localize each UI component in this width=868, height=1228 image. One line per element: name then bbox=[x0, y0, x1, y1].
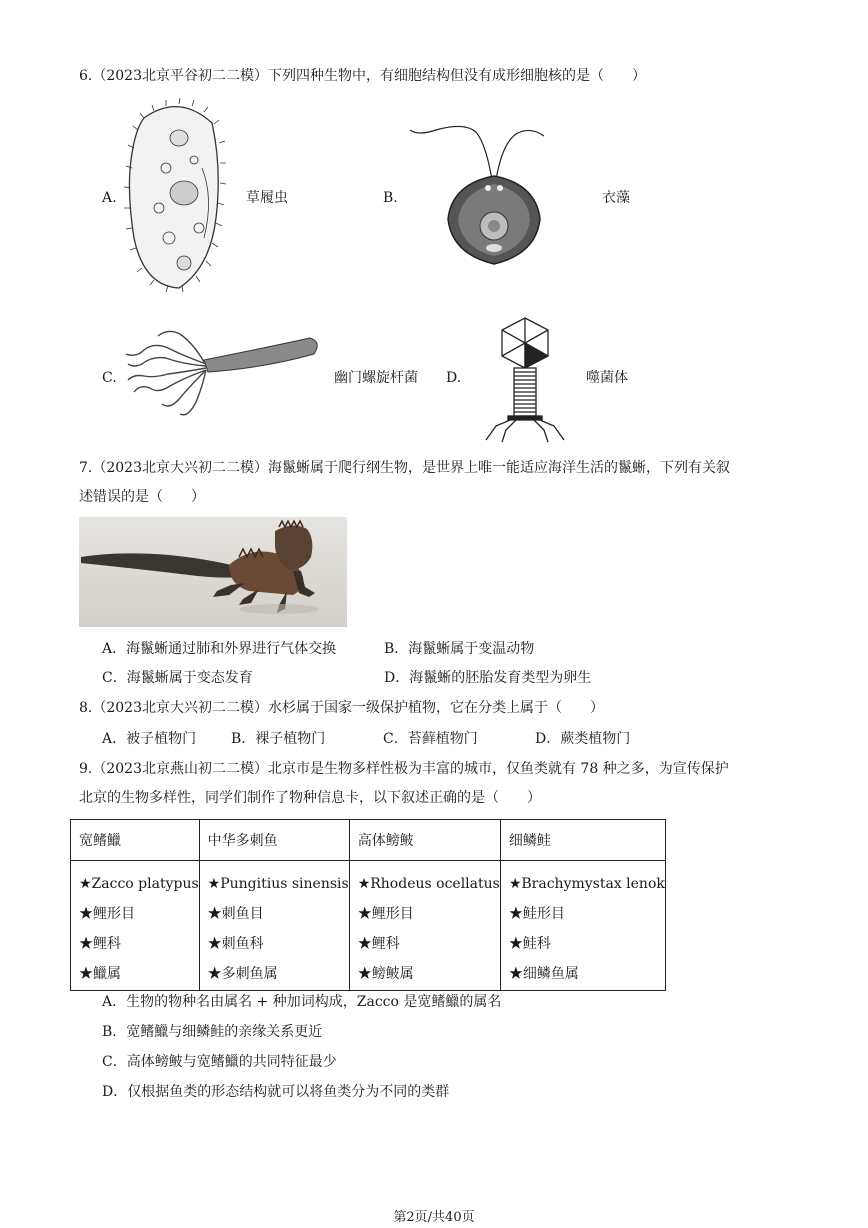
q9-stem-line2: 北京的生物多样性，同学们制作了物种信息卡，以下叙述正确的是（ ） bbox=[79, 790, 541, 806]
species-card-2 bbox=[199, 861, 349, 991]
q9-option-c: C．高体鳑鲏与宽鳍鱲的共同特征最少 bbox=[102, 1054, 337, 1070]
card-line: ★鱲属 bbox=[79, 966, 121, 982]
q6-option-b-name: 衣藻 bbox=[602, 190, 630, 206]
card-line: ★鲤科 bbox=[357, 936, 400, 952]
q8-option-d: D．蕨类植物门 bbox=[535, 731, 631, 747]
species-info-table bbox=[70, 819, 666, 991]
table-header-cell: 中华多刺鱼 bbox=[199, 820, 349, 861]
q8-stem: 8.（2023北京大兴初二二模）水杉属于国家一级保护植物，它在分类上属于（ ） bbox=[79, 700, 604, 716]
card-line: ★Pungitius sinensis bbox=[207, 876, 349, 892]
q7-stem-line2: 述错误的是（ ） bbox=[79, 489, 205, 505]
card-line: ★多刺鱼属 bbox=[207, 966, 278, 982]
card-line: ★鳑鲏属 bbox=[357, 966, 414, 982]
q7-option-b: B．海鬣蜥属于变温动物 bbox=[384, 641, 535, 657]
q6-option-b-letter: B. bbox=[383, 190, 398, 206]
q9-option-a: A．生物的物种名由属名 + 种加词构成，Zacco 是宽鳍鱲的属名 bbox=[102, 994, 502, 1010]
card-line: ★鲤形目 bbox=[357, 906, 414, 922]
q8-option-b: B．裸子植物门 bbox=[231, 731, 326, 747]
card-line: ★刺鱼科 bbox=[207, 936, 264, 952]
card-line: ★Rhodeus ocellatus bbox=[357, 876, 500, 892]
q7-stem-line1: 7.（2023北京大兴初二二模）海鬣蜥属于爬行纲生物，是世界上唯一能适应海洋生活的鬣蜥，下列有关叙 bbox=[79, 460, 730, 476]
q6-option-c-name: 幽门螺旋杆菌 bbox=[334, 370, 418, 386]
q9-stem-line1: 9.（2023北京燕山初二二模）北京市是生物多样性极为丰富的城市，仅鱼类就有 78 种之多，为宣传保护 bbox=[79, 761, 729, 777]
chlamydomonas-figure bbox=[406, 124, 546, 266]
q8-option-c: C．苔藓植物门 bbox=[383, 731, 478, 747]
table-header-cell: 细鳞鲑 bbox=[500, 820, 665, 861]
card-line: ★细鳞鱼属 bbox=[508, 966, 579, 982]
q7-option-d: D．海鬣蜥的胚胎发育类型为卵生 bbox=[384, 670, 592, 686]
table-header-cell: 宽鳍鱲 bbox=[71, 820, 200, 861]
card-line: ★鲤形目 bbox=[79, 906, 135, 922]
species-card-1 bbox=[71, 861, 200, 991]
bacteriophage-figure bbox=[478, 316, 572, 444]
table-row bbox=[71, 861, 666, 991]
q6-option-d-name: 噬菌体 bbox=[586, 370, 628, 386]
card-line: ★鲑科 bbox=[508, 936, 551, 952]
card-line: ★刺鱼目 bbox=[207, 906, 264, 922]
q9-option-d: D．仅根据鱼类的形态结构就可以将鱼类分为不同的类群 bbox=[102, 1084, 450, 1100]
q6-stem: 6.（2023北京平谷初二二模）下列四种生物中，有细胞结构但没有成形细胞核的是（ ） bbox=[79, 68, 646, 84]
paramecium-figure bbox=[124, 98, 234, 296]
card-line: ★鲤科 bbox=[79, 936, 121, 952]
page-number: 第2页/共40页 bbox=[393, 1210, 475, 1225]
species-card-3 bbox=[349, 861, 500, 991]
q6-option-c-letter: C. bbox=[102, 370, 117, 386]
q9-option-b: B．宽鳍鱲与细鳞鲑的亲缘关系更近 bbox=[102, 1024, 323, 1040]
q7-option-c: C．海鬣蜥属于变态发育 bbox=[102, 670, 253, 686]
species-card-4 bbox=[500, 861, 665, 991]
table-header-row bbox=[71, 820, 666, 861]
q6-option-a-name: 草履虫 bbox=[246, 190, 288, 206]
helicobacter-figure bbox=[124, 328, 322, 418]
q8-option-a: A．被子植物门 bbox=[102, 731, 197, 747]
q7-option-a: A．海鬣蜥通过肺和外界进行气体交换 bbox=[102, 641, 337, 657]
table-header-cell: 高体鳑鲏 bbox=[349, 820, 500, 861]
card-line: ★Zacco platypus bbox=[79, 876, 199, 892]
card-line: ★鲑形目 bbox=[508, 906, 565, 922]
card-line: ★Brachymystax lenok bbox=[508, 876, 665, 892]
q6-option-a-letter: A. bbox=[102, 190, 117, 206]
marine-iguana-photo bbox=[79, 517, 347, 627]
q6-option-d-letter: D. bbox=[446, 370, 462, 386]
